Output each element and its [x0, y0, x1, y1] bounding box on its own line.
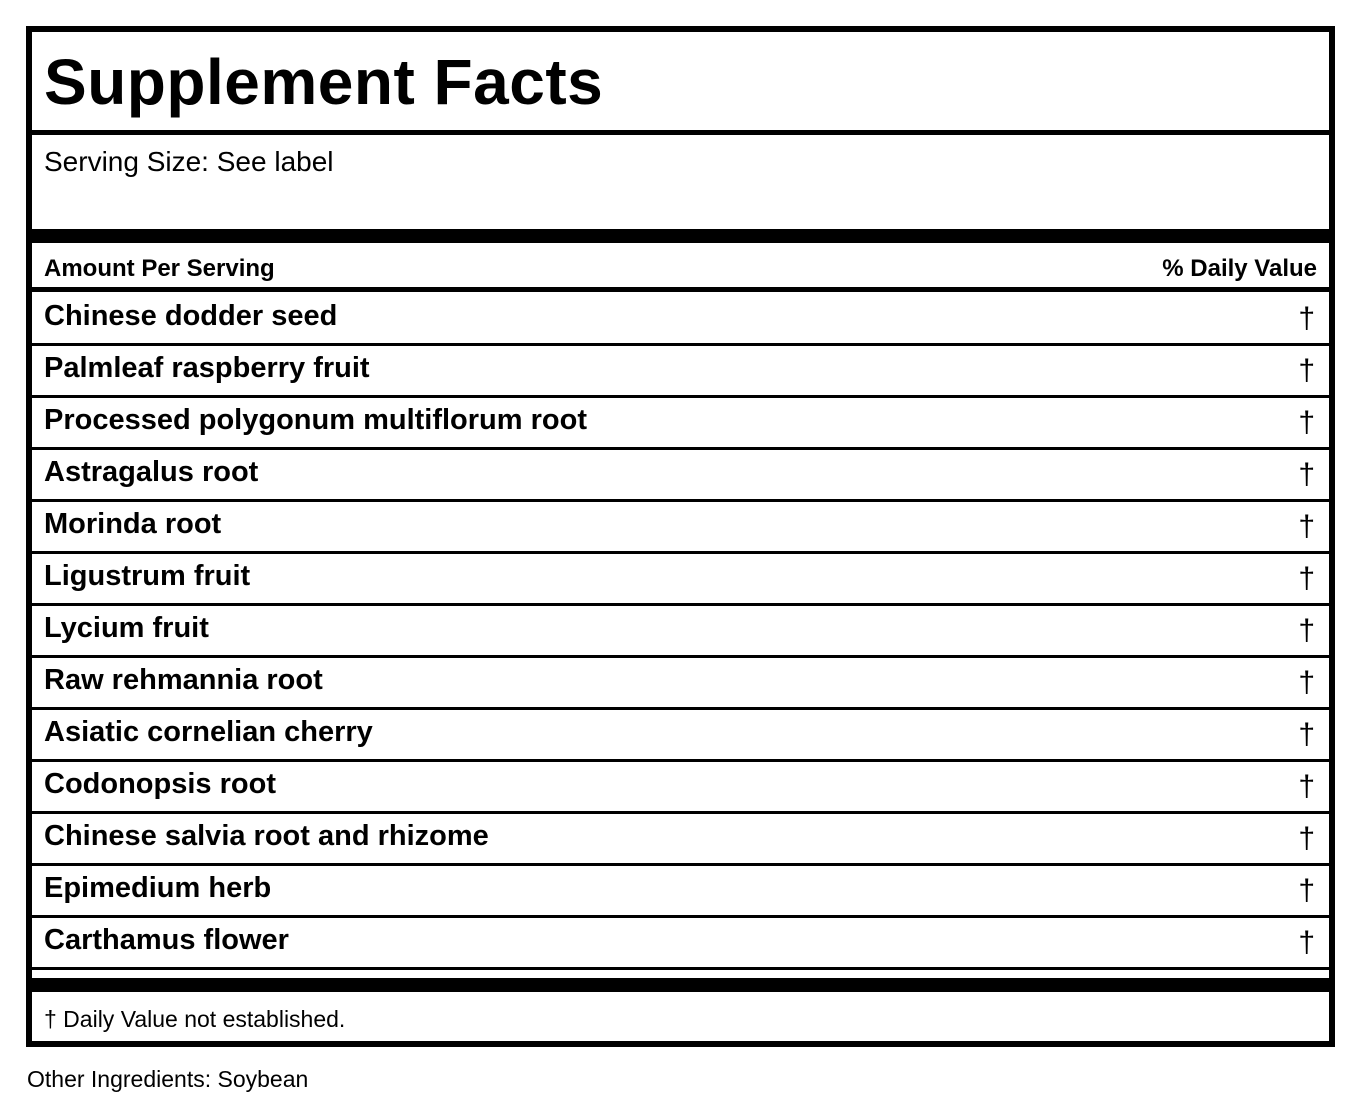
dagger-symbol: † [1298, 874, 1315, 907]
ingredient-name: Chinese dodder seed [44, 300, 338, 332]
other-ingredients: Other Ingredients: Soybean [27, 1066, 309, 1092]
ingredient-row [32, 918, 1329, 970]
ingredient-row [32, 762, 1329, 814]
ingredient-row [32, 814, 1329, 866]
ingredient-row [32, 502, 1329, 554]
header-divider [32, 287, 1329, 292]
panel-title: Supplement Facts [44, 46, 604, 118]
dagger-symbol: † [1298, 770, 1315, 803]
dagger-symbol: † [1298, 718, 1315, 751]
dagger-symbol: † [1298, 302, 1315, 335]
ingredient-name: Ligustrum fruit [44, 560, 251, 592]
footer-divider [32, 978, 1329, 992]
ingredient-name: Raw rehmannia root [44, 664, 323, 696]
dagger-symbol: † [1298, 406, 1315, 439]
ingredient-name: Codonopsis root [44, 768, 276, 800]
dagger-symbol: † [1298, 458, 1315, 491]
amount-header-row [44, 254, 1317, 284]
ingredient-name: Lycium fruit [44, 612, 209, 644]
supplement-facts-panel [26, 26, 1335, 1047]
dagger-symbol: † [1298, 354, 1315, 387]
ingredient-row [32, 554, 1329, 606]
ingredient-name: Astragalus root [44, 456, 259, 488]
ingredient-row [32, 710, 1329, 762]
ingredient-name: Palmleaf raspberry fruit [44, 352, 370, 384]
ingredient-name: Morinda root [44, 508, 222, 540]
ingredient-row [32, 294, 1329, 346]
ingredient-name: Asiatic cornelian cherry [44, 716, 373, 748]
ingredient-row [32, 398, 1329, 450]
daily-value-footnote: † Daily Value not established. [44, 1006, 346, 1032]
ingredient-name: Epimedium herb [44, 872, 272, 904]
dagger-symbol: † [1298, 822, 1315, 855]
serving-size: Serving Size: See label [44, 146, 334, 177]
ingredient-row [32, 606, 1329, 658]
ingredient-list [32, 294, 1329, 970]
ingredient-row [32, 450, 1329, 502]
ingredient-name: Carthamus flower [44, 924, 289, 956]
title-divider [32, 130, 1329, 135]
dagger-symbol: † [1298, 562, 1315, 595]
dagger-symbol: † [1298, 666, 1315, 699]
serving-divider [32, 229, 1329, 243]
ingredient-name: Chinese salvia root and rhizome [44, 820, 489, 852]
ingredient-name: Processed polygonum multiflorum root [44, 404, 587, 436]
dagger-symbol: † [1298, 614, 1315, 647]
ingredient-row [32, 346, 1329, 398]
ingredient-row [32, 658, 1329, 710]
ingredient-row [32, 866, 1329, 918]
dagger-symbol: † [1298, 926, 1315, 959]
dagger-symbol: † [1298, 510, 1315, 543]
daily-value-label: % Daily Value [1162, 255, 1317, 282]
amount-per-serving-label: Amount Per Serving [44, 255, 275, 282]
